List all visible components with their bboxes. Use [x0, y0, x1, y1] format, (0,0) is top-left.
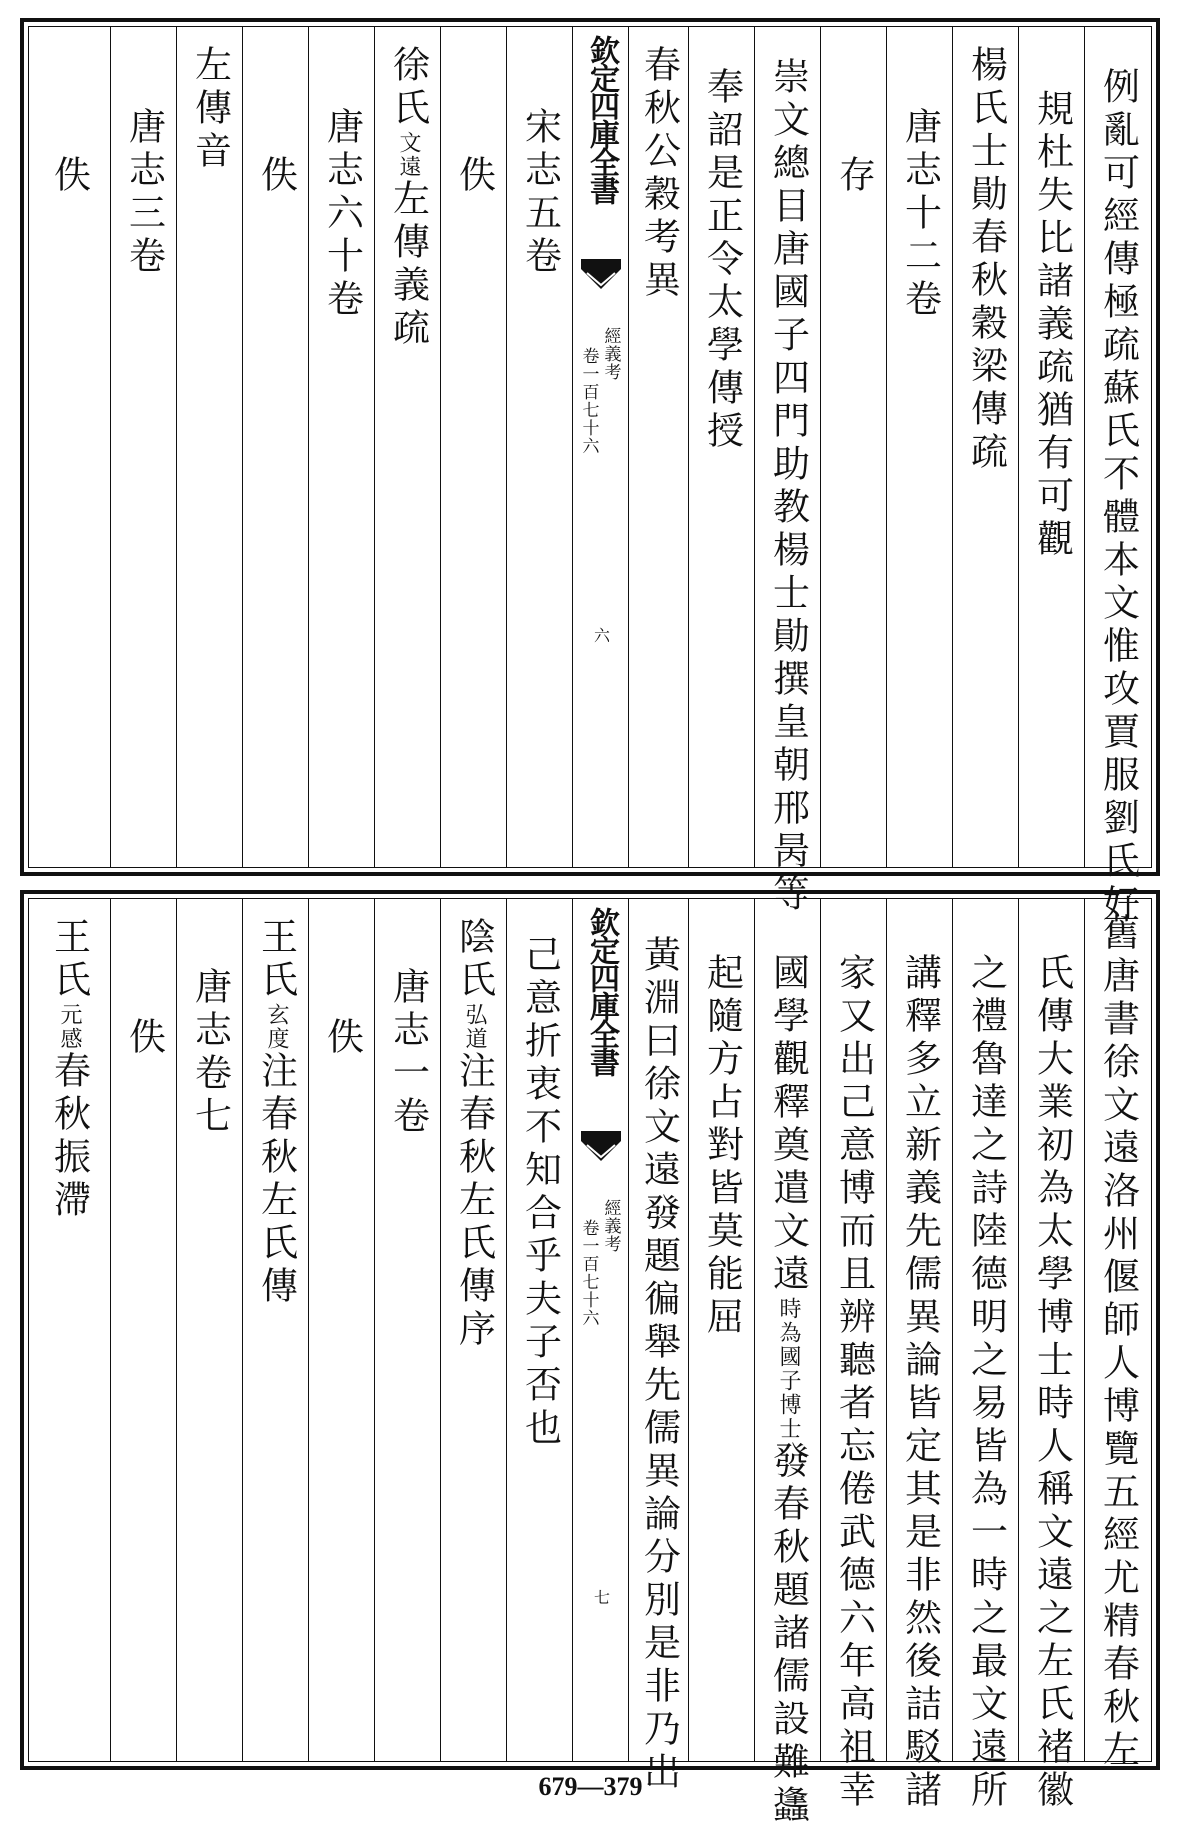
column — [1019, 27, 1085, 867]
column — [309, 899, 375, 1761]
column — [1019, 899, 1085, 1813]
column-text: 唐志三卷 — [122, 107, 166, 279]
column — [689, 899, 755, 1761]
book-title: 欽定四庫全書 — [584, 907, 619, 1075]
column-text: 唐志十二卷 — [898, 107, 942, 322]
column-text: 奉詔是正令太學傳授 — [700, 67, 744, 454]
fold-center-column — [573, 899, 629, 1761]
column-text: 春秋公穀考異 — [637, 45, 681, 303]
column-entry — [254, 917, 298, 1309]
entry-title: 春秋振滯 — [47, 1051, 91, 1223]
column-text: 佚 — [320, 1017, 364, 1060]
column-text: 佚 — [47, 155, 91, 198]
column-text: 宋志五卷 — [518, 107, 562, 279]
column — [441, 899, 507, 1761]
entry-title: 注春秋左氏傳 — [254, 1051, 298, 1309]
column-text: 唐志卷七 — [188, 967, 232, 1139]
entry-title: 注春秋左氏傳序 — [452, 1051, 496, 1352]
entry-surname: 王氏 — [254, 917, 298, 1003]
column-text: 存 — [832, 155, 876, 198]
chapter-number: 卷一百七十六 — [578, 347, 599, 455]
column — [821, 899, 887, 1813]
book-name: 經義考 — [600, 1199, 621, 1253]
book-name: 經義考 — [600, 327, 621, 381]
column — [441, 27, 507, 867]
column — [111, 899, 177, 1761]
column-text: 佚 — [122, 1017, 166, 1060]
column-text: 佚 — [254, 155, 298, 198]
column-text: 之禮魯達之詩陸德明之易皆為一時之最文遠所 — [964, 953, 1008, 1813]
column-text: 家又出己意博而且辨聽者忘倦武德六年高祖幸 — [832, 953, 876, 1813]
column-text: 崇文總目唐國子四門助教楊士勛撰皇朝邢昺等 — [766, 57, 810, 917]
column — [953, 899, 1019, 1813]
column — [177, 27, 243, 867]
column — [755, 27, 821, 917]
entry-surname: 王氏 — [47, 917, 91, 1003]
column-entry — [452, 917, 496, 1352]
column-text: 黃淵曰徐文遠發題徧舉先儒異論分別是非乃出 — [637, 935, 681, 1795]
column — [375, 27, 441, 867]
column — [111, 27, 177, 867]
column-text: 例亂可經傳極疏蘇氏不體本文惟攻賈服劉氏好 — [1096, 67, 1140, 927]
column — [27, 27, 111, 867]
column — [27, 899, 111, 1761]
top-page-inner-frame — [28, 26, 1152, 927]
column — [1085, 899, 1151, 1773]
entry-given-name: 文遠 — [396, 131, 421, 179]
book-title: 欽定四庫全書 — [584, 35, 619, 203]
column — [375, 899, 441, 1761]
fish-tail-mark-icon — [581, 259, 621, 289]
column — [887, 27, 953, 867]
entry-given-name: 玄度 — [264, 1003, 289, 1051]
column — [309, 27, 375, 867]
column — [887, 899, 953, 1813]
page-footer-number: 679—379 — [538, 1772, 643, 1801]
column — [507, 27, 573, 867]
interlinear-note: 時為國子博士 — [776, 1297, 801, 1441]
top-page-frame — [20, 18, 1160, 927]
page-number: 六 — [591, 627, 611, 643]
column-text: 講釋多立新義先儒異論皆定其是非然後詰駁諸 — [898, 953, 942, 1813]
column-text: 唐志六十卷 — [320, 107, 364, 322]
column — [953, 27, 1019, 867]
column — [629, 899, 689, 1795]
fold-center-column — [573, 27, 629, 867]
chapter-number: 卷一百七十六 — [578, 1219, 599, 1327]
column-text: 唐志一卷 — [386, 967, 430, 1139]
column-text: 己意折衷不知合乎夫子否也 — [518, 935, 562, 1451]
column — [507, 899, 573, 1761]
column-text: 舊唐書徐文遠洛州偃師人博覽五經尤精春秋左 — [1096, 913, 1140, 1773]
column-text: 楊氏士勛春秋穀梁傳疏 — [964, 45, 1008, 475]
column-text: 國學觀釋奠遣文遠 — [766, 953, 810, 1297]
column-text: 起隨方占對皆莫能屈 — [700, 953, 744, 1340]
column-text-continued: 發春秋題諸儒設難蠭 — [766, 1441, 810, 1828]
column — [629, 27, 689, 867]
column — [243, 899, 309, 1761]
column — [755, 899, 821, 1828]
entry-given-name: 弘道 — [462, 1003, 487, 1051]
column-text: 氏傳大業初為太學博士時人稱文遠之左氏褚徽 — [1030, 953, 1074, 1813]
column-text: 規杜失比諸義疏猶有可觀 — [1030, 89, 1074, 562]
fish-tail-mark-icon — [581, 1131, 621, 1161]
column — [1085, 27, 1151, 927]
column-text: 佚 — [452, 155, 496, 198]
entry-title: 左傳義疏 — [386, 179, 430, 351]
entry-surname: 徐氏 — [386, 45, 430, 131]
column — [243, 27, 309, 867]
column-entry — [386, 45, 430, 351]
column — [821, 27, 887, 867]
entry-given-name: 元感 — [57, 1003, 82, 1051]
column — [689, 27, 755, 867]
column-entry — [47, 917, 91, 1223]
column-entry — [766, 953, 810, 1828]
entry-surname: 陰氏 — [452, 917, 496, 1003]
column — [177, 899, 243, 1761]
page-number: 七 — [591, 1589, 611, 1605]
column-text: 左傳音 — [188, 45, 232, 174]
